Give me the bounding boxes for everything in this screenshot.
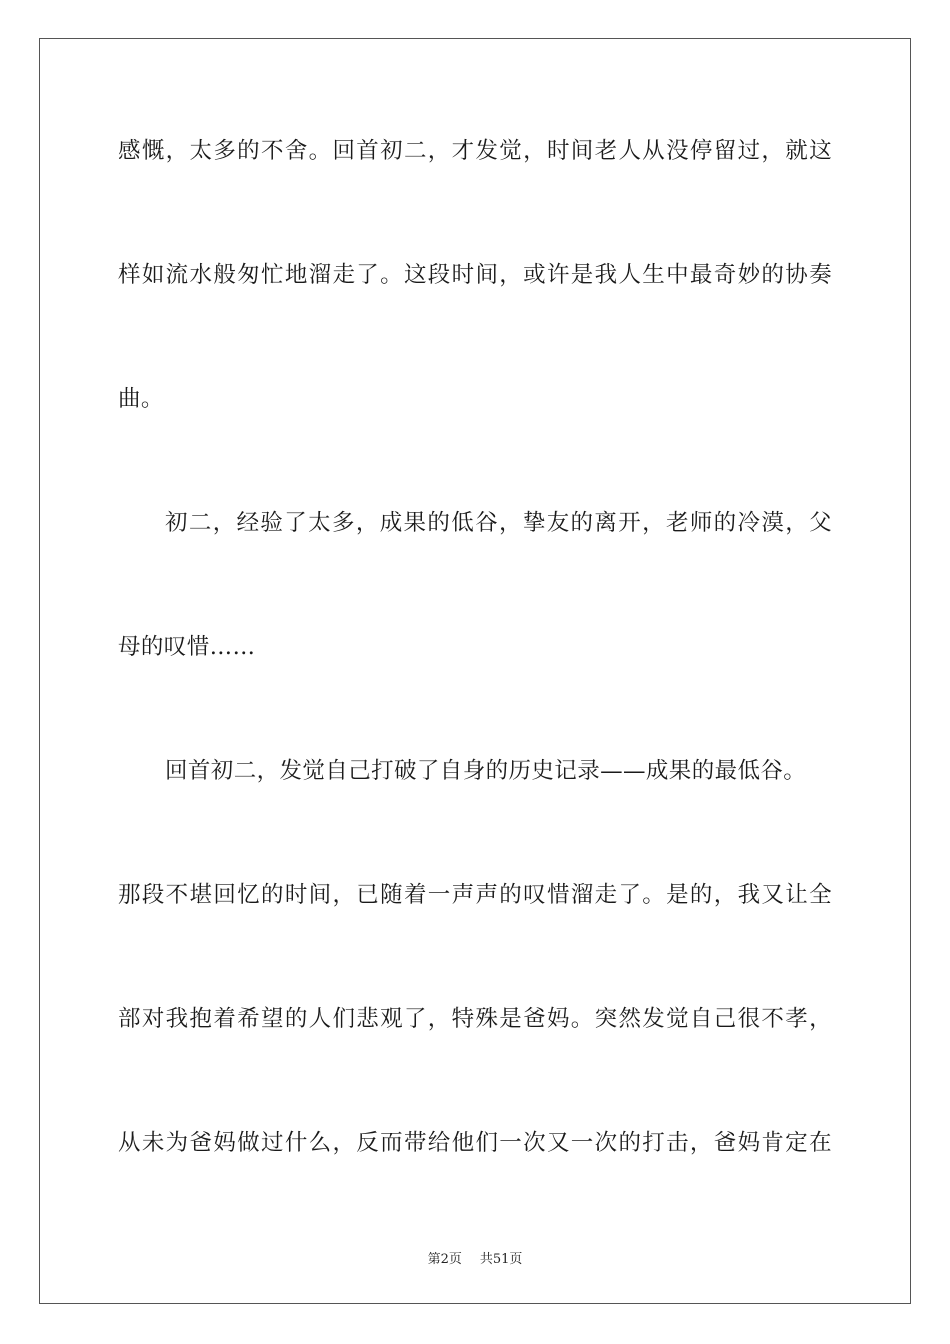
body-line-9: 从未为爸妈做过什么，反而带给他们一次又一次的打击，爸妈肯定在 (118, 1130, 832, 1156)
body-line-2: 样如流水般匆忙地溜走了。这段时间，或许是我人生中最奇妙的协奏 (118, 262, 832, 288)
body-line-7: 那段不堪回忆的时间，已随着一声声的叹惜溜走了。是的，我又让全 (118, 882, 832, 908)
body-line-8: 部对我抱着希望的人们悲观了，特殊是爸妈。突然发觉自己很不孝， (118, 1006, 832, 1032)
page-number: 第2页 (427, 1252, 462, 1267)
page-footer (0, 1248, 950, 1267)
body-line-4: 初二，经验了太多，成果的低谷，挚友的离开，老师的冷漠，父 (165, 510, 832, 536)
page-total: 共51页 (479, 1252, 523, 1267)
body-line-6: 回首初二，发觉自己打破了自身的历史记录——成果的最低谷。 (165, 758, 807, 784)
body-line-1: 感慨，太多的不舍。回首初二，才发觉，时间老人从没停留过，就这 (118, 138, 832, 164)
body-line-3: 曲。 (118, 386, 164, 412)
body-line-5: 母的叹惜…… (118, 634, 256, 660)
page-border (39, 38, 911, 1304)
